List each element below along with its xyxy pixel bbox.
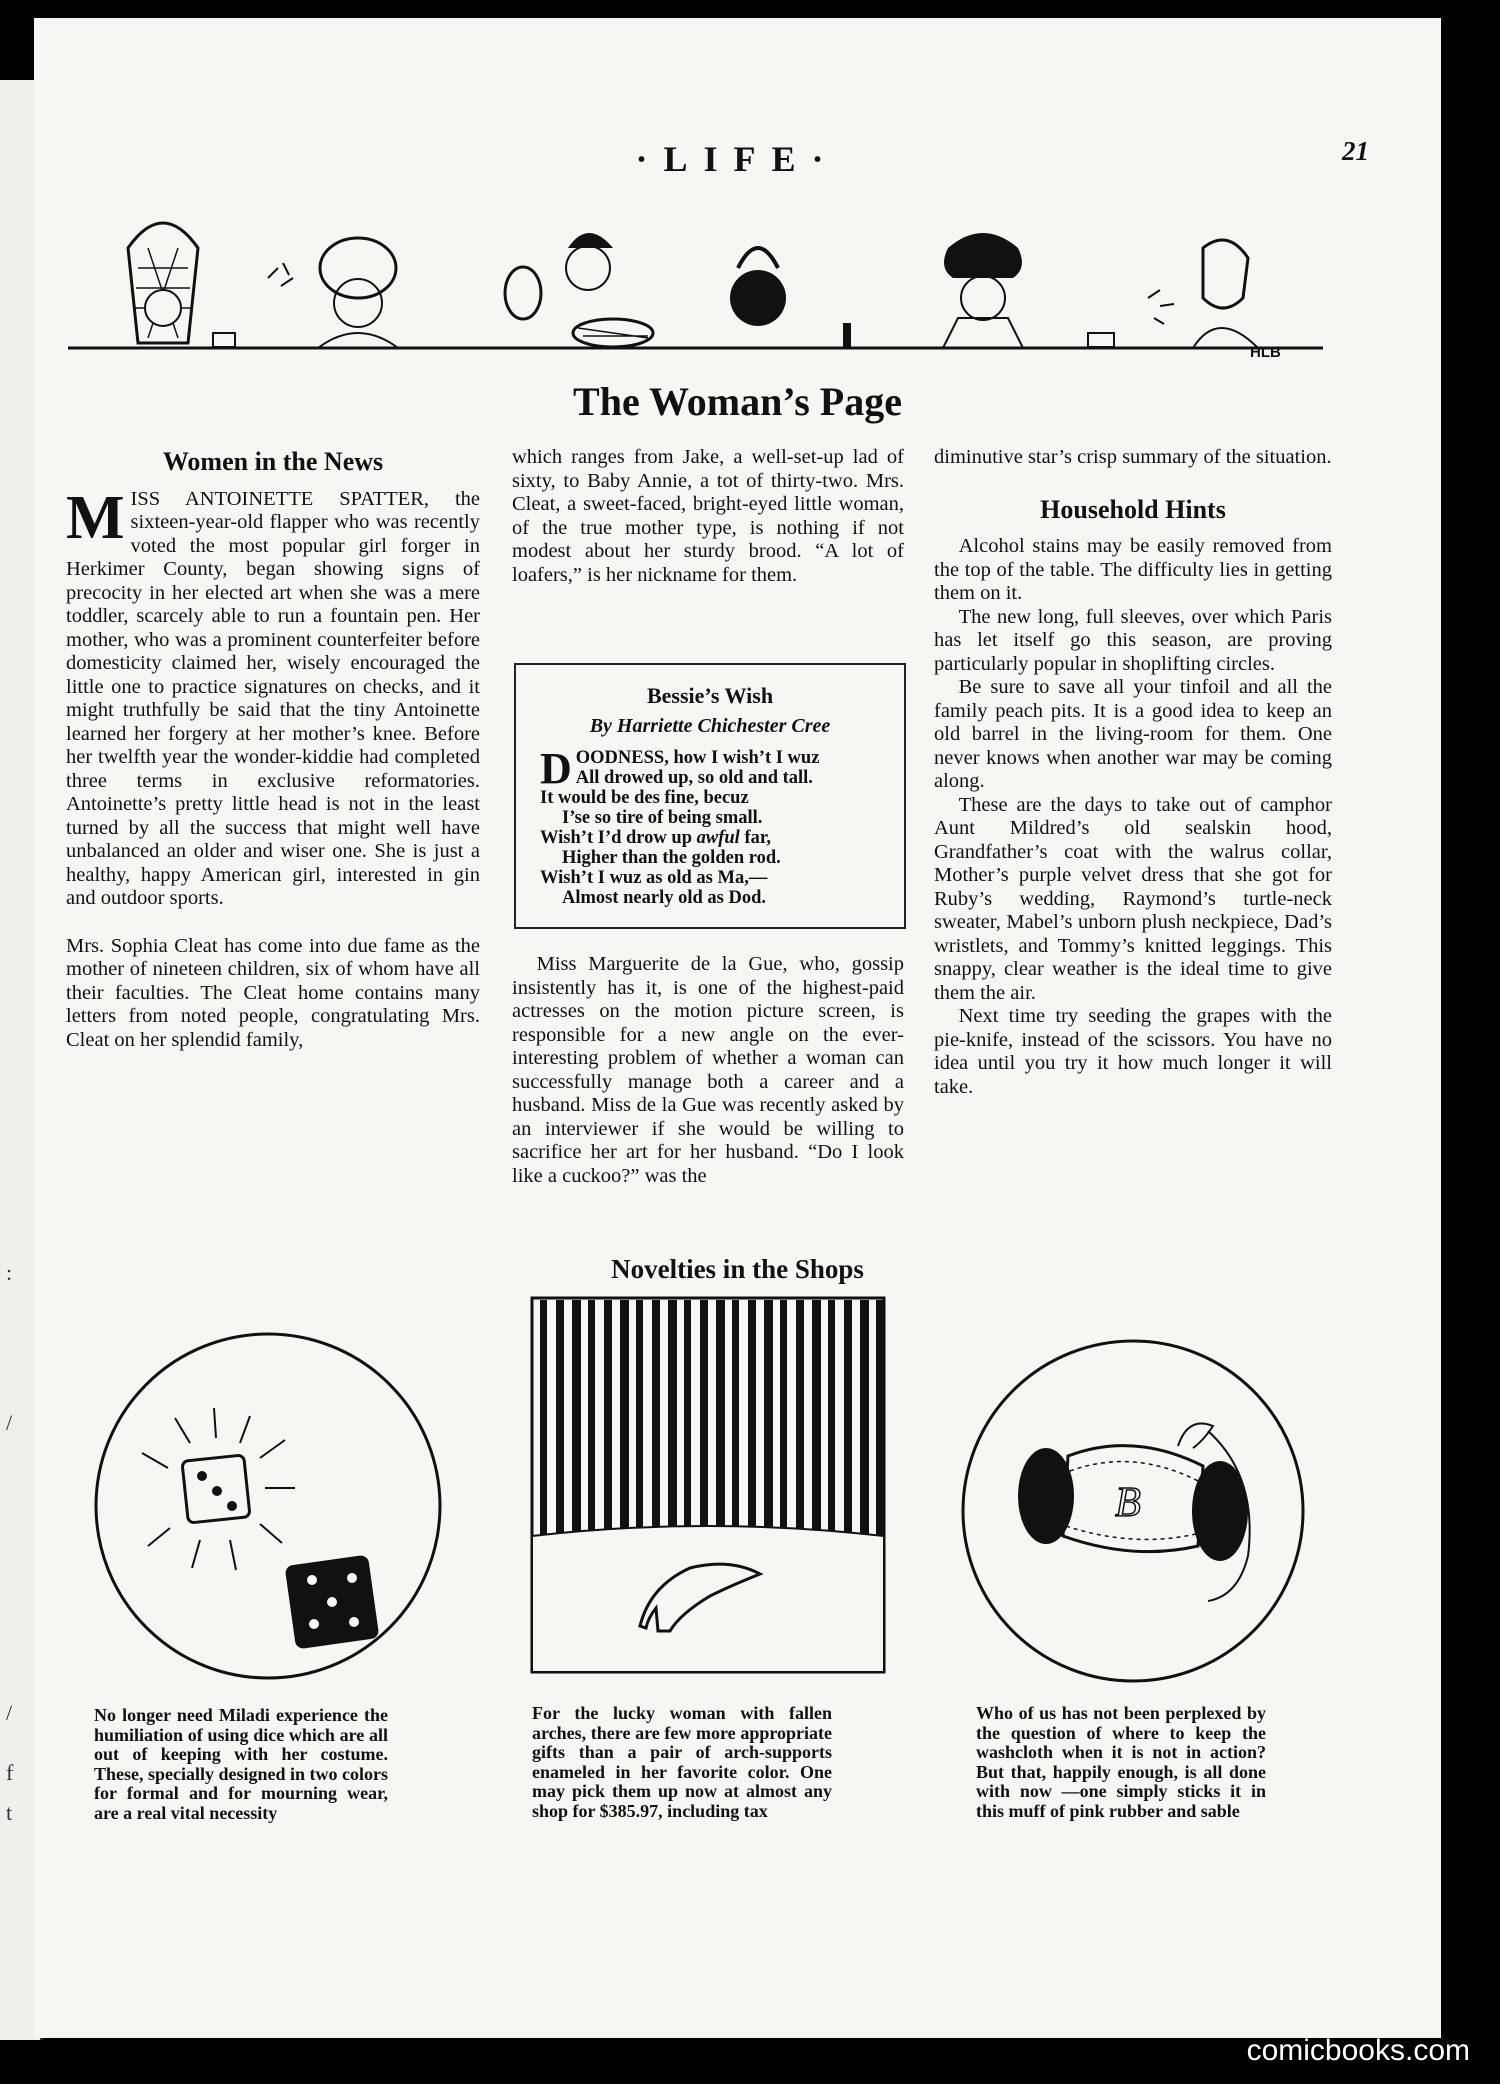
curtain-stripe [876, 1300, 883, 1550]
article-paragraph: which ranges from Jake, a well-set-up lad of sixty, to Baby Annie, a tot of thirty-two. Mrs. Cleat, a sweet-faced, bright-eyed little woman, of the true mother type, is nothing if not modest about her sturdy brood. “A lot of loafers,” is her nickname for them. [512, 446, 904, 586]
curtain-stripe [684, 1300, 691, 1550]
curtain-stripe [700, 1300, 708, 1550]
adjacent-page-mark: t [6, 1800, 13, 1825]
watermark: comicbooks.com [1246, 2034, 1470, 2067]
caption-washcloth-muff: Who of us has not been perplexed by the question of where to keep the washcloth when it is not in action? But that, happily enough, is all done with now —one simply sticks it in this muff of pink rubber and sable [976, 1703, 1266, 1821]
hint-paragraph: These are the days to take out of camphor Aunt Mildred’s old sealskin hood, Grandfather’s coat with the walrus collar, Mother’s purple velvet dress that she got for Ruby’s wedding, Raymond’s turtle-neck sweater, Mabel’s unborn plush neckpiece, Dad’s wristlets, and Tommy’s knitted leggings. This snappy, clear weather is the ideal time to give them the air. [934, 793, 1332, 1004]
article-paragraph: Mrs. Sophia Cleat has come into due fame as the mother of nineteen children, six of whom have all their faculties. The Cleat home contains many letters from noted people, congratulating Mrs. Cleat on her splendid family, [66, 934, 480, 1051]
adjacent-page-mark: f [6, 1760, 14, 1785]
article-paragraph: diminutive star’s crisp summary of the situation. [934, 446, 1332, 468]
curtain-stripe [668, 1300, 677, 1550]
curtain-stripe [620, 1300, 629, 1550]
poem-line: It would be des fine, becuz [540, 788, 749, 808]
poem-author: By Harriette Chichester Cree [589, 715, 831, 737]
article-paragraph: Miss Marguerite de la Gue, who, gossip insistently has it, is one of the highest-paid actresses on the motion picture screen, is responsible for a new angle on the ever-interesting problem of whether a woman can successfully manage both a career and a husband. Miss de la Gue was recently asked by an interviewer if she would be willing to sacrifice her art for her husband. “Do I look like a cuckoo?” was the [512, 953, 904, 1187]
poem-line: OODNESS, how I wish’t I wuz [575, 748, 820, 768]
curtain-stripe [860, 1300, 869, 1550]
hint-paragraph: Next time try seeding the grapes with the pie-knife, instead of the scissors. You have no idea until you try it how much longer it will take. [934, 1005, 1332, 1098]
hint-paragraph: Be sure to save all your tinfoil and all the family peach pits. It is a good idea to keep an old barrel in the living-room for them. One never knows when another war may be coming along. [934, 676, 1332, 792]
adjacent-page-mark: / [6, 1700, 13, 1725]
curtain-stripe [716, 1300, 725, 1550]
section-heading: Household Hints [1040, 494, 1226, 524]
svg-text:B: B [1115, 1480, 1141, 1526]
curtain-stripe [588, 1300, 595, 1550]
poem-box [514, 663, 906, 929]
decorative-banner-illustration [68, 208, 1323, 368]
magazine-page [34, 18, 1441, 2038]
page-title: The Woman’s Page [573, 379, 902, 424]
poem-title: Bessie’s Wish [646, 683, 774, 708]
page-number: 21 [1342, 136, 1369, 166]
artist-initials: HLB [1250, 344, 1281, 361]
drop-cap: M [66, 483, 125, 552]
curtain-stripe [572, 1300, 581, 1550]
hint-paragraph: Alcohol stains may be easily removed from the top of the table. The difficulty lies in getting them on it. [934, 535, 1332, 604]
curtain-stripe [796, 1300, 804, 1550]
curtain-stripe [604, 1300, 612, 1550]
curtain-stripe [748, 1300, 756, 1550]
masthead: ·LIFE· [635, 139, 840, 179]
curtain-stripe [556, 1300, 564, 1550]
column-middle-bottom [512, 953, 904, 1188]
section-heading: Women in the News [162, 447, 384, 476]
poem-line: I’se so tire of being small. [562, 808, 763, 828]
washcloth-muff-illustration [958, 1336, 1308, 1686]
poem-line: All drowed up, so old and tall. [575, 768, 813, 788]
column-middle-top [512, 446, 904, 587]
adjacent-page-mark: : [6, 1260, 13, 1285]
curtain-stripe [652, 1300, 660, 1550]
curtain-stripe [540, 1300, 547, 1550]
dice-illustration [90, 1328, 446, 1684]
poem-body [540, 744, 904, 908]
poem-line: Wish’t I’d drow up awful far, [540, 828, 771, 848]
poem-line: Higher than the golden rod. [562, 848, 781, 868]
curtain-stripe [732, 1300, 739, 1550]
curtain-stripe [764, 1300, 773, 1550]
caption-arch-supports: For the lucky woman with fallen arches, there are few more appropriate gifts than a pair of arch-supports enameled in her favorite color. One may pick them up now at almost any shop for $385.97, including tax [532, 1703, 832, 1821]
curtain-stripe [828, 1300, 835, 1550]
drop-cap: D [540, 744, 572, 793]
curtain-stripe [812, 1300, 821, 1550]
hint-paragraph: The new long, full sleeves, over which Paris has let itself go this season, are proving particularly popular in shoplifting circles. [934, 605, 1332, 675]
poem-line: Wish’t I wuz as old as Ma,— [540, 868, 768, 888]
article-paragraph [66, 483, 480, 911]
poem-line: Almost nearly old as Dod. [562, 888, 767, 908]
curtain-stripe [636, 1300, 643, 1550]
curtain-stripe [844, 1300, 852, 1550]
adjacent-page-mark: / [6, 1410, 13, 1435]
arch-support-illustration [530, 1296, 886, 1674]
column-women-in-the-news [66, 447, 480, 1052]
section-heading-shops: Novelties in the Shops [611, 1254, 864, 1284]
caption-dice: No longer need Miladi experience the humiliation of using dice which are all out of keeping with her costume. These, specially designed in two colors for formal and for mourning wear, are a real vital necessity [94, 1705, 389, 1823]
paragraph-text: ISS ANTOINETTE SPATTER, the sixteen-year-old flapper who was recently voted the most popular girl forger in Herkimer County, began showing signs of precocity in her elected art when she was a mere toddler, scarcely able to run a fountain pen. Her mother, who was a prominent counterfeiter before domesticity claimed her, wisely encouraged the little one to practice signatures on checks, and it might truthfully be said that the tiny Antoinette learned her forgery at her mother’s knee. Before her twelfth year the wonder-kiddie had completed three terms in exclusive reformatories. Antoinette’s pretty little head is not in the least turned by all the success that might well have unbalanced an older and wiser one. She is just a healthy, happy American girl, interested in gin and outdoor sports. [66, 487, 480, 909]
column-household-hints [934, 446, 1332, 1099]
curtain-stripe [780, 1300, 787, 1550]
